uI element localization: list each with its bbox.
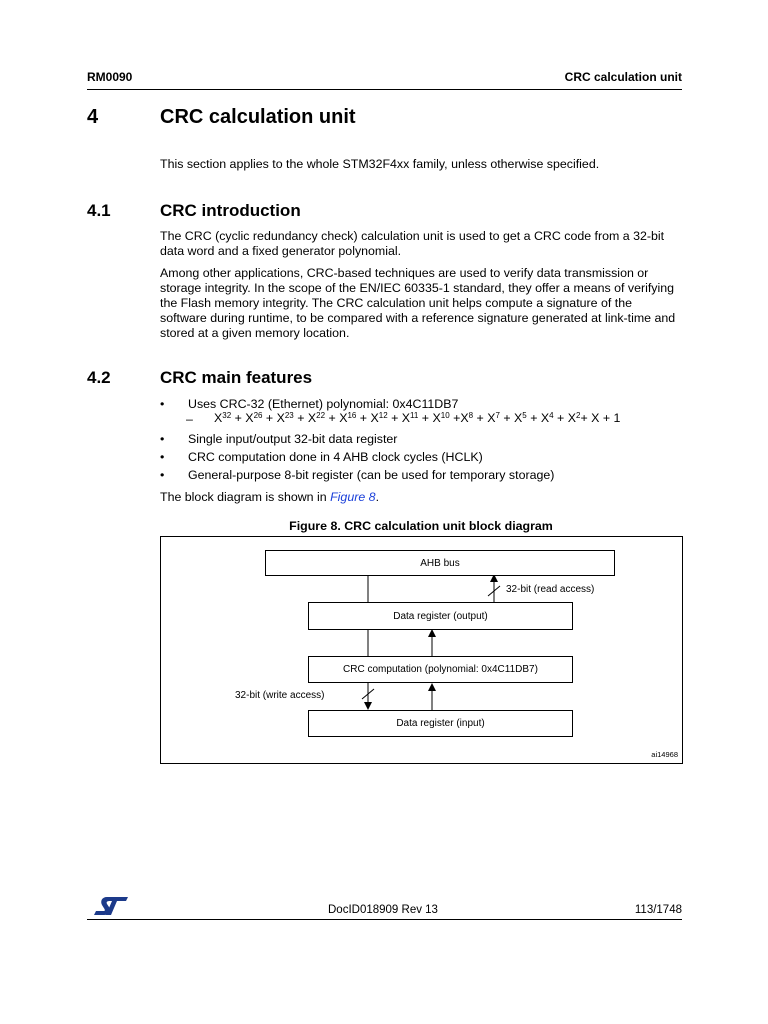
- figure-8-link[interactable]: Figure 8: [330, 490, 376, 504]
- data-register-output-block: Data register (output): [308, 602, 573, 630]
- paragraph-crc-intro: The CRC (cyclic redundancy check) calculation unit is used to get a CRC code from a 32-bit data word and a fixed generator polynomial.: [160, 229, 665, 258]
- footer-page-number: 113/1748: [634, 904, 682, 916]
- bullet-data-register: Single input/output 32-bit data register: [188, 432, 398, 446]
- ahb-bus-block: AHB bus: [265, 550, 615, 576]
- header-title: CRC calculation unit: [564, 70, 682, 84]
- crc-to-output-arrowhead: [428, 629, 436, 637]
- figure-reference-id: ai14968: [651, 750, 678, 759]
- subsection-1-title: CRC introduction: [160, 201, 301, 220]
- figure-caption: Figure 8. CRC calculation unit block diagram: [289, 519, 553, 533]
- st-logo: [93, 896, 129, 916]
- read-access-label: 32-bit (read access): [506, 584, 595, 595]
- bullet-general-register: General-purpose 8-bit register (can be used for temporary storage): [188, 468, 555, 482]
- bullet-clock-cycles: CRC computation done in 4 AHB clock cycles (HCLK): [188, 450, 483, 464]
- footer-rule: [87, 919, 682, 920]
- diagram-reference: The block diagram is shown in Figure 8.: [160, 490, 380, 504]
- bullet-polynomial: Uses CRC-32 (Ethernet) polynomial: 0x4C11DB7: [188, 397, 459, 411]
- figure-frame: [160, 536, 683, 764]
- write-access-arrowhead: [364, 702, 372, 710]
- section-number: 4: [87, 106, 99, 128]
- bullet-marker: •: [160, 468, 165, 482]
- paragraph-crc-applications: Among other applications, CRC-based techniques are used to verify data transmission or storage integrity. In the scope of the EN/IEC 60335-1 standard, they offer a means of verifying the Flash memory integrity. The CRC calculation unit helps compute a signature of the software during runtime, to be compared with a reference signature generated at link-time and stored at a given memory location.: [160, 266, 676, 340]
- bullet-marker: •: [160, 397, 165, 411]
- polynomial-expression: $X^{32} + X^{26} + X^{23} + X^{22} + X^{16} + X^{12} + X^{11} + X^{10} +X^8 + X^7 + X^5 + X^4 + X^2+ X + 1$: [214, 411, 621, 425]
- subsection-2-number: 4.2: [87, 368, 111, 387]
- data-register-input-block: Data register (input): [308, 710, 573, 737]
- header-doc-id: RM0090: [87, 70, 133, 84]
- header-rule: [87, 89, 682, 90]
- bullet-marker: •: [160, 450, 165, 464]
- section-title: CRC calculation unit: [160, 106, 356, 128]
- subsection-1-number: 4.1: [87, 201, 111, 220]
- subsection-2-title: CRC main features: [160, 368, 313, 387]
- write-access-label: 32-bit (write access): [235, 690, 325, 701]
- crc-computation-block: CRC computation (polynomial: 0x4C11DB7): [308, 656, 573, 683]
- section-intro: This section applies to the whole STM32F4xx family, unless otherwise specified.: [160, 157, 600, 171]
- dash-marker: –: [186, 412, 193, 426]
- footer-doc-id: DocID018909 Rev 13: [328, 904, 438, 916]
- input-to-crc-arrowhead: [428, 683, 436, 691]
- bullet-marker: •: [160, 432, 165, 446]
